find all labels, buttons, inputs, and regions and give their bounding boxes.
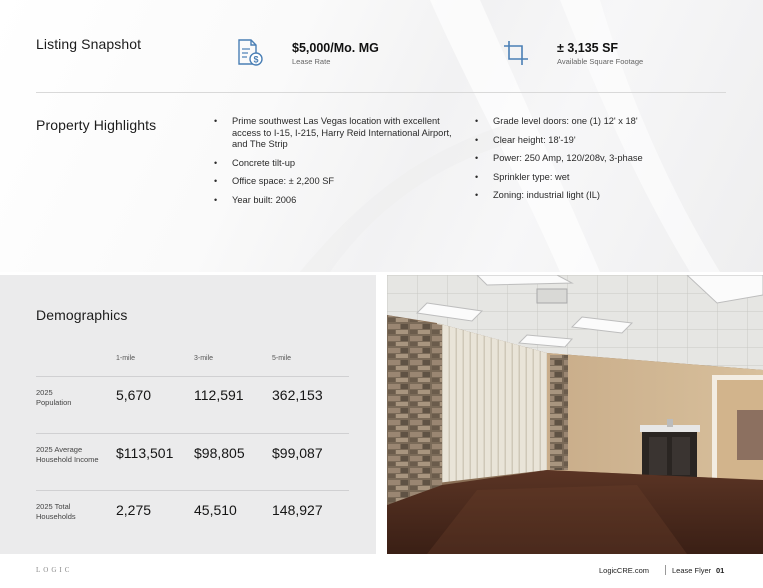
property-highlights-title: Property Highlights	[36, 117, 157, 133]
households-5-mile: 148,927	[272, 502, 323, 518]
income-3-mile: $98,805	[194, 445, 245, 461]
table-rule	[36, 376, 349, 377]
demographics-title: Demographics	[36, 307, 128, 323]
highlight-item: • Concrete tilt-up	[214, 158, 464, 170]
office-interior-illustration	[387, 275, 763, 554]
demographics-panel	[0, 275, 376, 554]
column-header-3-mile: 3-mile	[194, 355, 214, 362]
lease-rate-value: $5,000/Mo. MG	[292, 41, 379, 55]
highlight-item: • Sprinkler type: wet	[475, 172, 725, 184]
footer-website: LogicCRE.com	[599, 566, 650, 575]
highlight-item: • Zoning: industrial light (IL)	[475, 190, 725, 202]
column-header-5-mile: 5-mile	[272, 355, 292, 362]
highlight-item: • Power: 250 Amp, 120/208v, 3-phase	[475, 153, 725, 165]
svg-text:$: $	[253, 54, 259, 65]
square-footage-value: ± 3,135 SF	[557, 41, 619, 55]
population-5-mile: 362,153	[272, 387, 323, 403]
footer-logo: LOGIC	[36, 566, 73, 574]
highlight-item: • Clear height: 18'-19'	[475, 135, 725, 147]
population-3-mile: 112,591	[194, 387, 244, 403]
income-1-mile: $113,501	[116, 445, 174, 461]
population-1-mile: 5,670	[116, 387, 152, 403]
listing-snapshot-title: Listing Snapshot	[36, 36, 142, 52]
row-label-households: 2025 Total Households	[36, 502, 76, 521]
lease-rate-label: Lease Rate	[292, 57, 331, 66]
square-footage-label: Available Square Footage	[557, 57, 644, 66]
footer-document-name: Lease Flyer	[672, 566, 712, 575]
highlight-item: • Office space: ± 2,200 SF	[214, 176, 464, 188]
property-interior-photo	[387, 275, 763, 554]
column-header-1-mile: 1-mile	[116, 355, 136, 362]
lease-document-dollar-icon	[236, 38, 264, 68]
highlights-list-left	[214, 116, 464, 213]
income-5-mile: $99,087	[272, 445, 323, 461]
highlight-item: • Grade level doors: one (1) 12' x 18'	[475, 116, 725, 128]
top-section	[0, 0, 763, 272]
footer-separator	[665, 565, 666, 575]
households-1-mile: 2,275	[116, 502, 152, 518]
highlight-item: • Prime southwest Las Vegas location with excellent access to I-15, I-215, Harry Reid International Airport, and The Strip	[214, 116, 464, 151]
households-3-mile: 45,510	[194, 502, 237, 518]
footer-page-number: 01	[716, 566, 725, 575]
row-label-income: 2025 Average Household Income	[36, 445, 99, 464]
crop-square-footage-icon	[503, 40, 529, 66]
highlights-list-right	[475, 116, 725, 209]
section-divider	[36, 92, 726, 93]
table-rule	[36, 490, 349, 491]
table-rule	[36, 433, 349, 434]
row-label-population: 2025 Population	[36, 388, 72, 407]
highlight-item: • Year built: 2006	[214, 195, 464, 207]
